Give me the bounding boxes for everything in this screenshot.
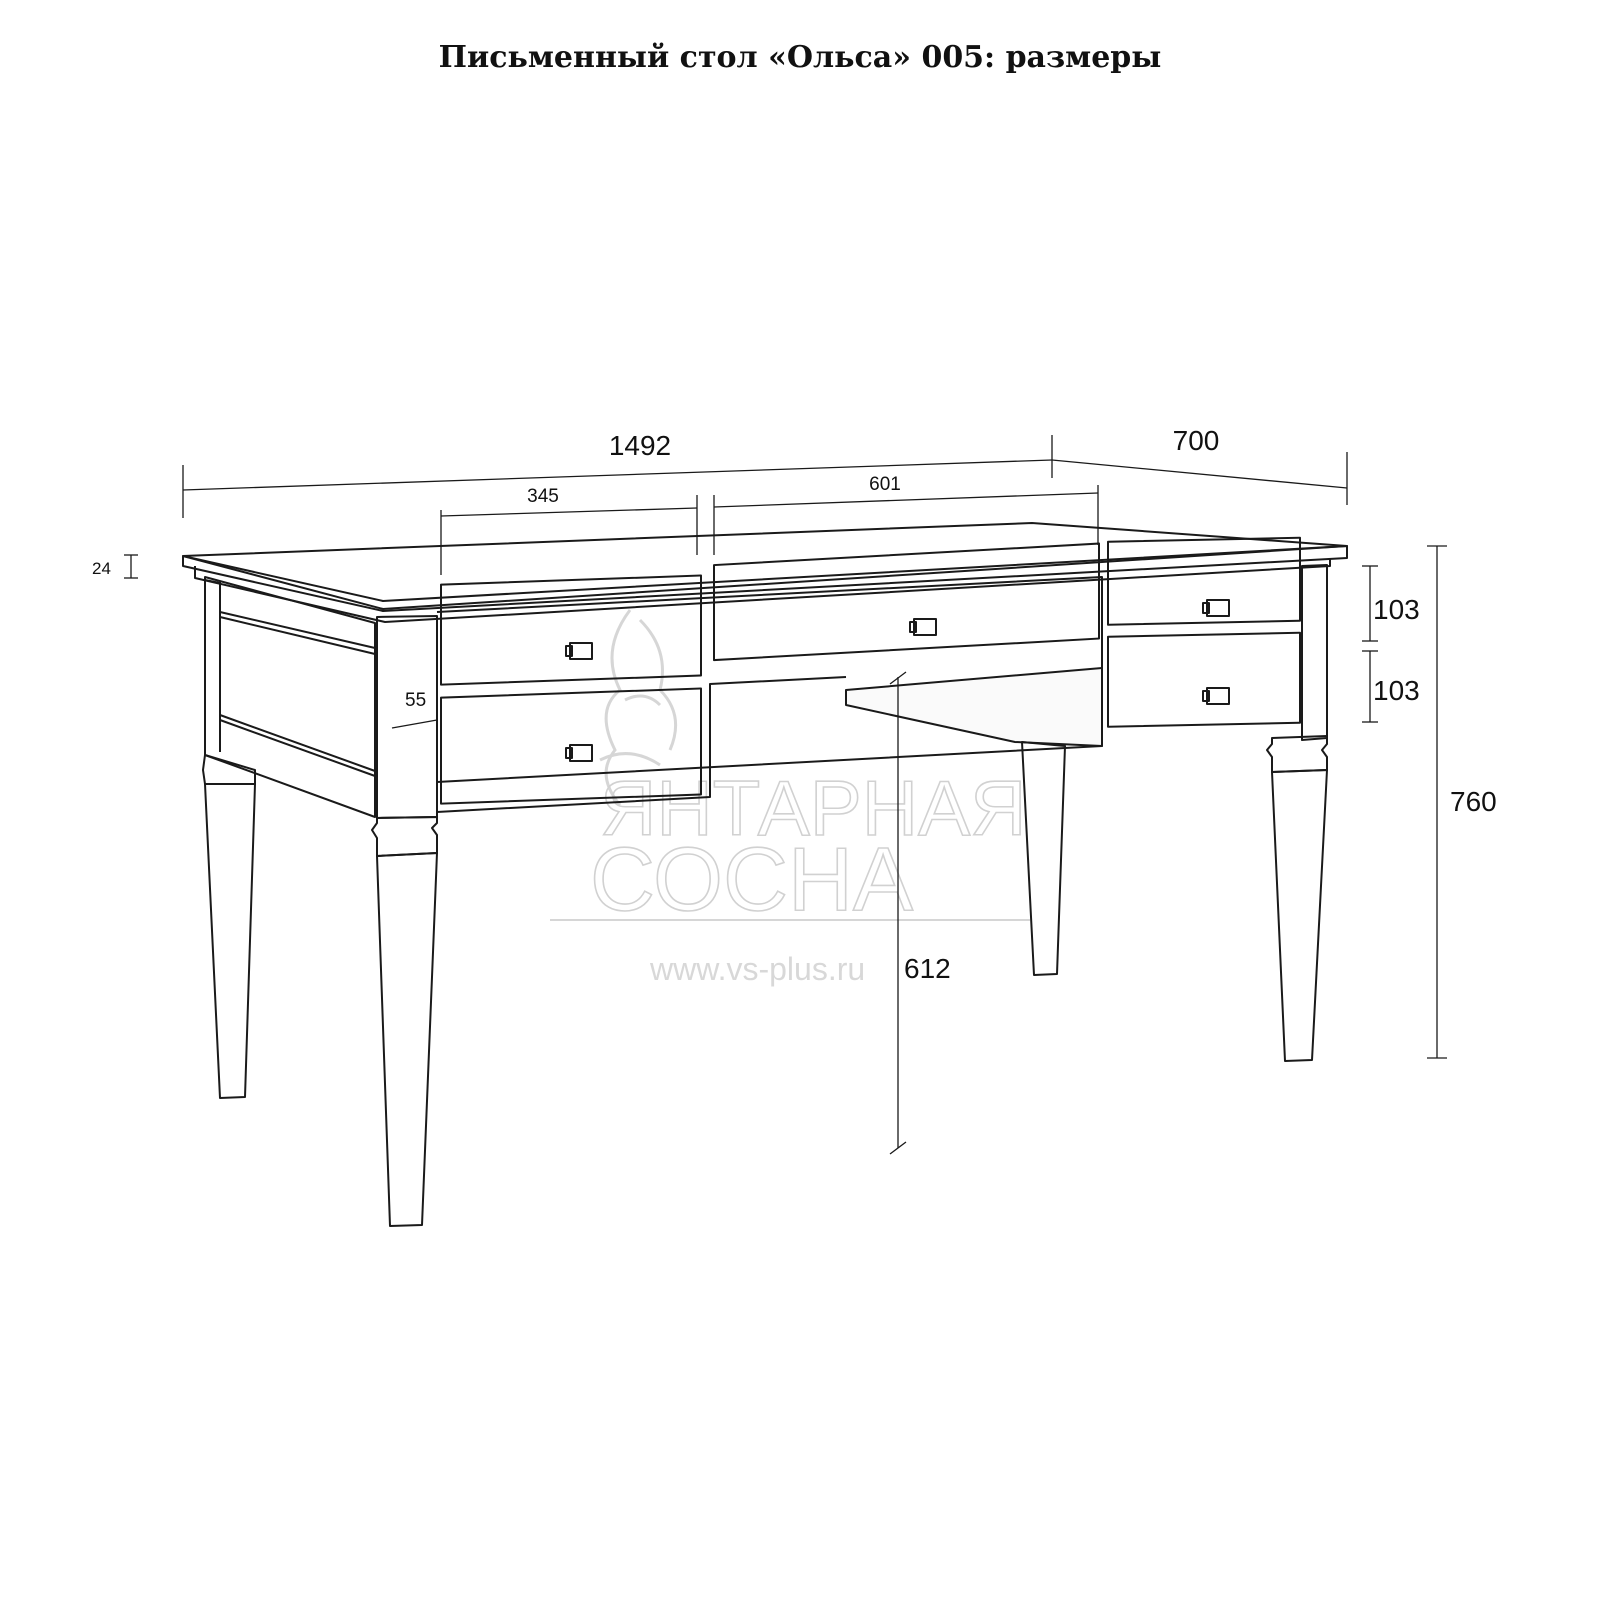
dim-knee-clearance-label: 612 bbox=[904, 953, 951, 984]
page-title: Письменный стол «Ольса» 005: размеры bbox=[438, 40, 1162, 75]
dim-depth-label: 700 bbox=[1172, 425, 1220, 456]
dim-top-thickness-label: 24 bbox=[92, 559, 111, 578]
leg-front-left bbox=[372, 817, 437, 1226]
front-left-leg-post bbox=[377, 616, 437, 818]
watermark-url: www.vs-plus.ru bbox=[650, 951, 866, 987]
dim-drawer-height-lower-label: 103 bbox=[1373, 675, 1420, 706]
leg-front-right bbox=[1267, 736, 1327, 1061]
watermark-brand-line1: ЯНТАРНАЯ bbox=[600, 764, 1027, 852]
watermark bbox=[550, 610, 1030, 987]
right-leg-post bbox=[1302, 565, 1327, 740]
drawer-right-lower bbox=[1108, 633, 1300, 727]
watermark-brand-line2: СОСНА bbox=[590, 830, 914, 930]
dim-total-height-label: 760 bbox=[1450, 786, 1497, 817]
leg-back-right bbox=[1022, 742, 1065, 975]
dim-width-label: 1492 bbox=[608, 430, 672, 461]
dim-drawer-center-label: 601 bbox=[869, 474, 901, 495]
drawer-center bbox=[714, 544, 1099, 661]
leg-back-left bbox=[203, 755, 255, 1098]
dim-leg-thickness-label: 55 bbox=[405, 690, 427, 711]
dim-drawer-side-label: 345 bbox=[527, 486, 559, 507]
dim-drawer-height-upper-label: 103 bbox=[1373, 594, 1420, 625]
knee-space-back-panel bbox=[846, 668, 1102, 746]
